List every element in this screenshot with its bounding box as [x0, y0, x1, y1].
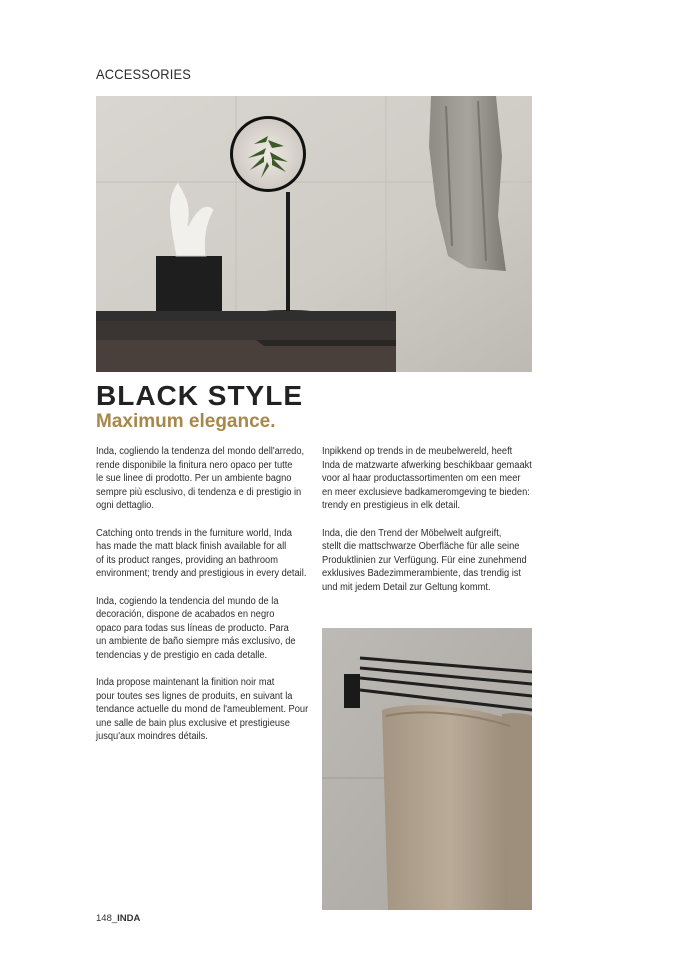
paragraph-spanish: Inda, cogiendo la tendencia del mundo de la decoración, dispone de acabados en negro opaco para todas sus líneas de producto. Para un ambiente de baño siempre más exclusivo, de tendencias y de prestigio en cada detalle.	[96, 595, 296, 661]
text-column-right	[322, 445, 538, 608]
paragraph-italian: Inda, cogliendo la tendenza del mondo dell'arredo, rende disponibile la finitura nero opaco per tutte le sue linee di prodotto. Per un ambiente bagno sempre più esclusivo, di tendenza e di prestigio in ogni dettaglio.	[96, 446, 305, 512]
article-subtitle: Maximum elegance.	[96, 411, 276, 432]
page-folio	[96, 913, 140, 924]
text-column-left	[96, 445, 312, 758]
paragraph-german: Inda, die den Trend der Möbelwelt aufgreift, stellt die mattschwarze Oberfläche für alle seine Produktlinien zur Verfügung. Für eine zunehmend exklusives Badezimmerambiente, das trendig ist und mit jedem Detail zur Geltung kommt.	[322, 527, 527, 593]
hero-photo-black-accessories	[96, 96, 532, 372]
paragraph-english: Catching onto trends in the furniture world, Inda has made the matt black finish available for all of its product ranges, providing an bathroom environment; trendy and prestigious in every detail.	[96, 527, 307, 580]
section-label: ACCESSORIES	[96, 66, 192, 82]
paragraph-dutch: Inpikkend op trends in de meubelwereld, heeft Inda de matzwarte afwerking beschikbaar gemaakt voor al haar productassortimenten om een meer en meer exclusieve badkameromgeving te bieden: trendy en prestigieus in elk detail.	[322, 446, 532, 512]
page-number: 148	[96, 913, 112, 924]
towel-rack-photo	[322, 628, 532, 910]
paragraph-french: Inda propose maintenant la finition noir mat pour toutes ses lignes de produits, en suivant la tendance actuelle du mond de l'ameublement. Pour une salle de bain plus exclusive et prestigieuse jusqu'aux moindres détails.	[96, 677, 309, 743]
article-title: BLACK STYLE	[96, 380, 303, 411]
folio-brand: INDA	[117, 913, 141, 924]
folio-separator: _	[111, 913, 118, 924]
